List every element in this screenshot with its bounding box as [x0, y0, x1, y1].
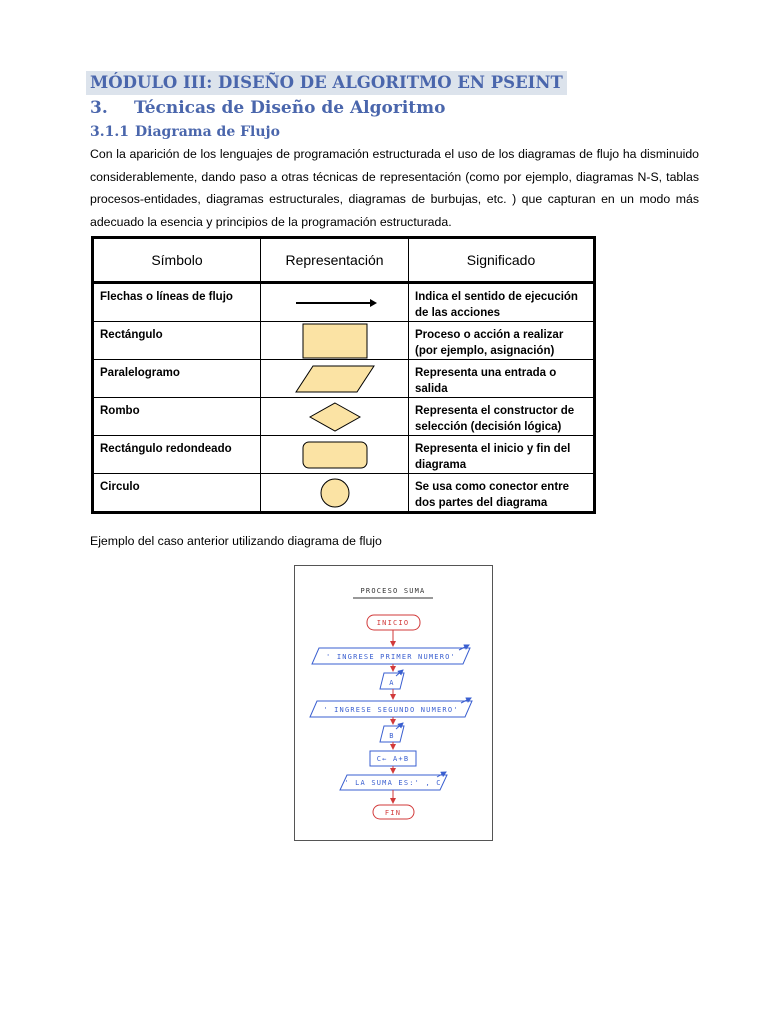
symbol-meaning: Proceso o acción a realizar (por ejemplo, asignación) [409, 322, 595, 360]
symbol-name: Paralelogramo [93, 360, 261, 398]
rhombus-shape [309, 402, 361, 432]
symbol-meaning: Representa una entrada o salida [409, 360, 595, 398]
output-label: ' LA SUMA ES:' , C [344, 779, 442, 787]
table-row [93, 322, 595, 360]
symbol-name: Flechas o líneas de flujo [93, 283, 261, 322]
symbol-meaning: Se usa como conector entre dos partes del diagrama [409, 474, 595, 513]
input-var-2: B [389, 732, 395, 740]
header-representation: Representación [261, 238, 409, 283]
subsection-number: 3.1.1 [90, 124, 129, 140]
input-prompt-1: ' INGRESE PRIMER NUMERO' [326, 653, 456, 661]
header-symbol: Símbolo [93, 238, 261, 283]
example-caption: Ejemplo del caso anterior utilizando diagrama de flujo [90, 534, 382, 548]
table-row [93, 360, 595, 398]
intro-paragraph: Con la aparición de los lenguajes de programación estructurada el uso de los diagramas de flujo ha disminuido considerablemente, dando paso a otras técnicas de representación (como por ejemplo, diagramas N-S, tablas procesos-entidades, diagramas estructurales, diagramas de burbujas, etc. ) que capturan en un modo más adecuado la esencia y principios de la programación estructurada. [90, 147, 699, 229]
module-heading: MÓDULO III: DISEÑO DE ALGORITMO EN PSEINT [86, 71, 567, 95]
start-label: INICIO [376, 619, 410, 627]
end-label: FIN [384, 809, 402, 817]
subsection-heading [90, 122, 280, 142]
flowchart-title: PROCESO SUMA [360, 587, 426, 595]
symbol-meaning: Representa el inicio y fin del diagrama [409, 436, 595, 474]
input-var-1: A [389, 679, 395, 687]
symbol-name: Rectángulo redondeado [93, 436, 261, 474]
symbol-name: Rectángulo [93, 322, 261, 360]
rounded-rectangle-shape [302, 441, 368, 469]
symbol-name: Circulo [93, 474, 261, 513]
representation-cell [261, 474, 409, 513]
representation-cell [261, 436, 409, 474]
table-row [93, 436, 595, 474]
table-row [93, 283, 595, 322]
process-label: C← A+B [376, 755, 410, 763]
symbol-name: Rombo [93, 398, 261, 436]
flowchart-figure [294, 565, 493, 841]
arrow-shape [290, 296, 380, 310]
symbol-meaning: Representa el constructor de selección (decisión lógica) [409, 398, 595, 436]
representation-cell [261, 283, 409, 322]
flowchart-symbols-table [91, 236, 596, 514]
section-number: 3. [90, 98, 108, 118]
header-meaning: Significado [409, 238, 595, 283]
representation-cell [261, 398, 409, 436]
table-header-row [93, 238, 595, 283]
representation-cell [261, 322, 409, 360]
section-heading [90, 97, 445, 119]
subsection-title: Diagrama de Flujo [135, 124, 280, 140]
table-row [93, 398, 595, 436]
representation-cell [261, 360, 409, 398]
parallelogram-shape [295, 365, 375, 393]
circle-shape [319, 477, 351, 509]
section-title: Técnicas de Diseño de Algoritmo [134, 98, 446, 118]
input-prompt-2: ' INGRESE SEGUNDO NUMERO' [323, 706, 459, 714]
flowchart-diagram [295, 566, 492, 840]
rectangle-shape [302, 323, 368, 359]
table-row [93, 474, 595, 513]
symbol-meaning: Indica el sentido de ejecución de las acciones [409, 283, 595, 322]
